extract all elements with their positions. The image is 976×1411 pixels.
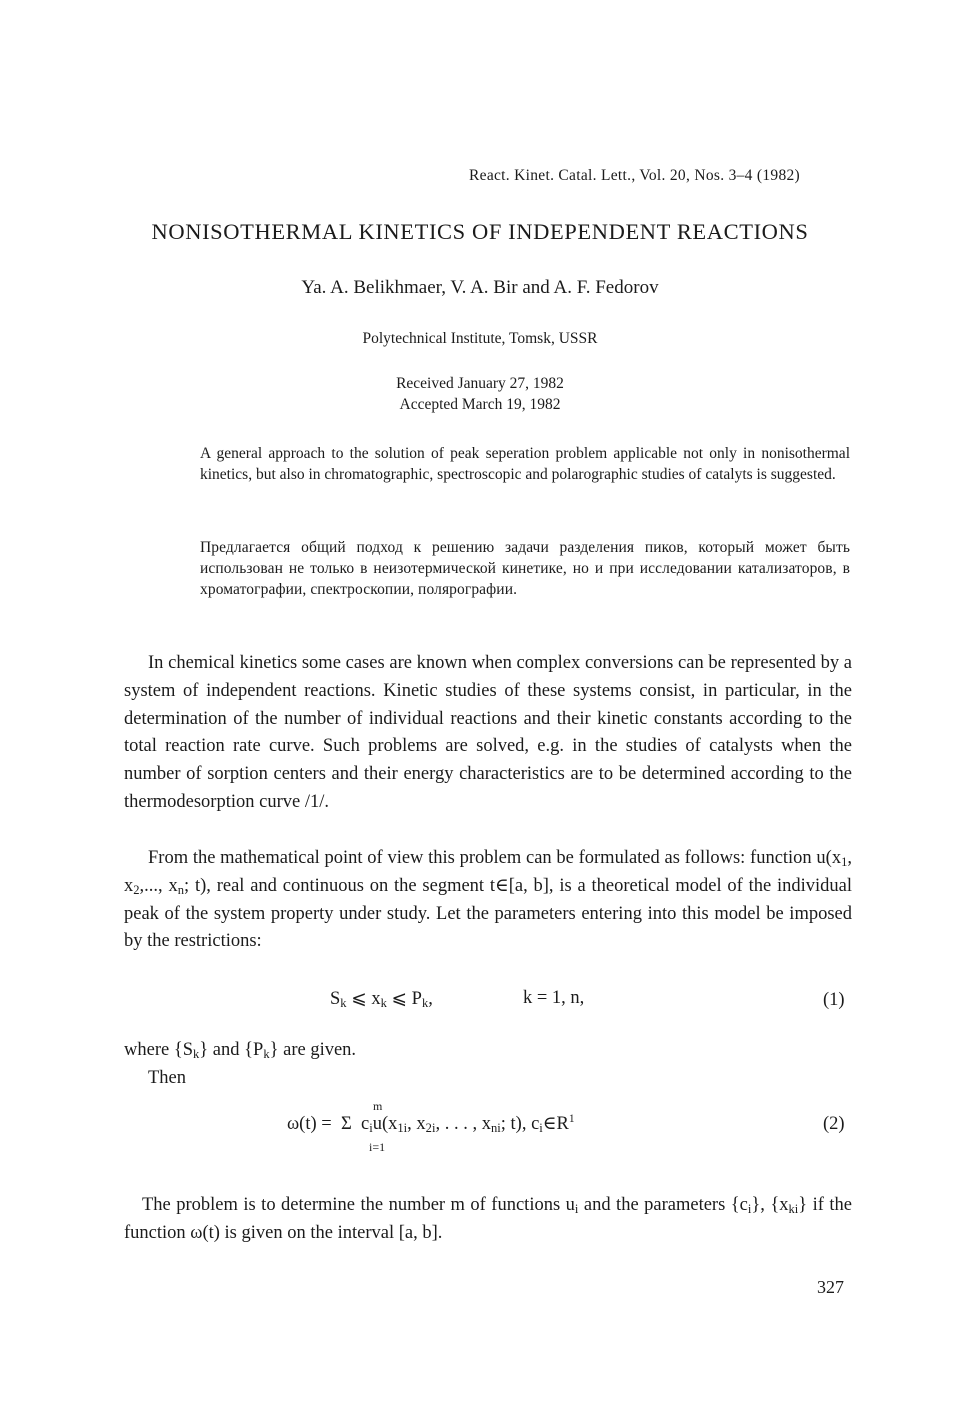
dates-block <box>0 373 960 415</box>
then-line: Then <box>148 1068 187 1088</box>
equation-1-inequality: $S_k$ ⩽ $x_k$ ⩽ $P_k$, <box>330 989 433 1011</box>
page-number: 327 <box>817 1277 844 1297</box>
sum-lower-limit: i=1 <box>369 1140 386 1154</box>
body-paragraph-1: In chemical kinetics some cases are known when complex conversions can be represented by a system of independent reactions. Kinetic studies of these systems consist, in particular, in the determination of the number of individual reactions and their kinetic constants according to the total reaction rate curve. Such problems are solved, e.g. in the studies of catalysts when the number of sorption centers and their energy characteristics are to be determined according to the thermodesorption curve /1/. <box>124 653 852 812</box>
body-paragraph-3: The problem is to determine the number m of functions $u_i$ and the parameters $\{c_i\}$, $\{x_{ki}\}$ if the function ω(t) is given on the interval [a, b]. <box>124 1195 852 1243</box>
body-paragraph-2: From the mathematical point of view this problem can be formulated as follows: function $u(x_1$, $x_2$,..., $x_n$; t), real and continuous on the segment t∈[a, b], is a theoretical model of the individual peak of the system property under study. Let the parameters entering into this model be imposed by the restrictions: <box>124 848 853 952</box>
equation-1-number: (1) <box>823 990 845 1010</box>
equation-1-index-range: k = 1, n, <box>523 988 585 1008</box>
accepted-date: Accepted March 19, 1982 <box>399 396 561 413</box>
paper-title: NONISOTHERMAL KINETICS OF INDEPENDENT REACTIONS <box>151 219 809 244</box>
abstract-russian: Предлагается общий подход к решению задачи разделения пиков, который может быть использован не только в неизотермической кинетике, но и при исследовании катализаторов, в хроматографии, спектроскопии, полярографии. <box>200 539 850 598</box>
where-line: where $\{S_k\}$ and $\{P_k\}$ are given. <box>124 1040 357 1062</box>
received-date: Received January 27, 1982 <box>396 375 564 392</box>
authors: Ya. A. Belikhmaer, V. A. Bir and A. F. Fedorov <box>301 277 659 298</box>
affiliation: Polytechnical Institute, Tomsk, USSR <box>362 330 598 347</box>
abstract-english: A general approach to the solution of peak seperation problem applicable not only in nonisothermal kinetics, but also in chromatographic, spectroscopic and polarographic studies of catalyts is suggested. <box>200 445 850 483</box>
equation-2: ω(t) = Σ $c_iu(x_{1i}$, $x_{2i}$, . . . , $x_{ni}$; t), $c_i\in R^1$ <box>287 1113 575 1136</box>
equation-2-number: (2) <box>823 1114 845 1134</box>
sum-upper-limit: m <box>373 1099 383 1113</box>
journal-citation: React. Kinet. Catal. Lett., Vol. 20, Nos. 3–4 (1982) <box>469 167 801 184</box>
